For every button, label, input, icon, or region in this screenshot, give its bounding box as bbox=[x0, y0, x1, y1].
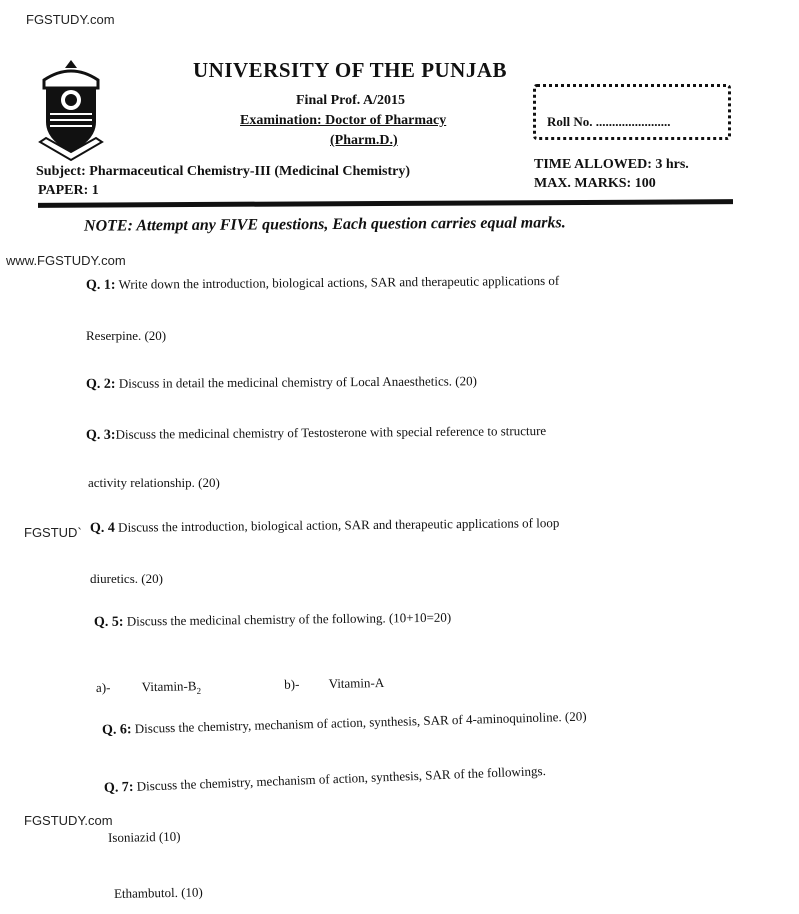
instructions-note: NOTE: Attempt any FIVE questions, Each question carries equal marks. bbox=[83, 214, 566, 235]
question-number: Q. 2: bbox=[85, 376, 116, 392]
time-allowed: TIME ALLOWED: 3 hrs. bbox=[534, 157, 689, 172]
question-7-item-1: Isoniazid (10) bbox=[107, 828, 181, 845]
question-5 bbox=[94, 610, 451, 631]
option-b-text: Vitamin-A bbox=[328, 674, 385, 691]
question-7-item-2: Ethambutol. (10) bbox=[113, 884, 203, 901]
subject-line: Subject: Pharmaceutical Chemistry-III (Medicinal Chemistry) bbox=[36, 164, 411, 179]
question-text: Discuss in detail the medicinal chemistry of Local Anaesthetics. (20) bbox=[115, 373, 477, 391]
question-1 bbox=[86, 273, 559, 294]
examination-title: Examination: Doctor of Pharmacy bbox=[240, 113, 447, 128]
question-text: Write down the introduction, biological actions, SAR and therapeutic applications of bbox=[115, 272, 560, 292]
exam-session: Final Prof. A/2015 bbox=[296, 93, 406, 108]
question-7 bbox=[104, 763, 546, 797]
question-text: Discuss the chemistry, mechanism of action, synthesis, SAR of the followings. bbox=[133, 763, 547, 794]
question-text: Discuss the introduction, biological action, SAR and therapeutic applications of loop bbox=[114, 515, 560, 535]
question-1-continued: Reserpine. (20) bbox=[86, 328, 167, 343]
option-a-label: a)- bbox=[95, 679, 111, 695]
question-3-continued: activity relationship. (20) bbox=[88, 475, 220, 490]
watermark-q4-side: FGSTUD` bbox=[24, 525, 82, 540]
roll-number-box bbox=[533, 84, 731, 140]
degree-title: (Pharm.D.) bbox=[330, 133, 398, 148]
question-number: Q. 5: bbox=[93, 614, 124, 630]
question-text: Discuss the medicinal chemistry of the following. (10+10=20) bbox=[123, 609, 452, 629]
university-title: UNIVERSITY OF THE PUNJAB bbox=[193, 58, 508, 82]
question-5-options bbox=[96, 675, 384, 698]
question-number: Q. 3: bbox=[85, 427, 116, 443]
roll-number-field[interactable]: Roll No. ....................... bbox=[547, 114, 671, 129]
question-number: Q. 4 bbox=[89, 520, 115, 536]
university-crest-icon bbox=[36, 58, 106, 164]
option-b-label: b)- bbox=[284, 676, 300, 692]
question-number: Q. 6: bbox=[101, 722, 132, 738]
question-number: Q. 1: bbox=[85, 277, 116, 293]
watermark-bottom: FGSTUDY.com bbox=[24, 813, 113, 828]
question-text: Discuss the chemistry, mechanism of action, synthesis, SAR of 4-aminoquinoline. (20) bbox=[131, 708, 587, 737]
question-2 bbox=[86, 373, 477, 393]
header-divider bbox=[38, 199, 733, 208]
question-number: Q. 7: bbox=[103, 779, 134, 796]
question-3 bbox=[86, 423, 546, 444]
question-text: Discuss the medicinal chemistry of Testosterone with special reference to structure bbox=[115, 422, 547, 442]
paper-number: PAPER: 1 bbox=[38, 183, 99, 198]
watermark-top: FGSTUDY.com bbox=[26, 12, 115, 27]
option-a-text: Vitamin-$B_2$ bbox=[141, 678, 202, 696]
question-4 bbox=[90, 515, 559, 537]
max-marks: MAX. MARKS: 100 bbox=[534, 176, 656, 191]
question-6 bbox=[102, 708, 587, 739]
watermark-mid: www.FGSTUDY.com bbox=[6, 253, 126, 268]
question-4-continued: diuretics. (20) bbox=[90, 571, 163, 586]
